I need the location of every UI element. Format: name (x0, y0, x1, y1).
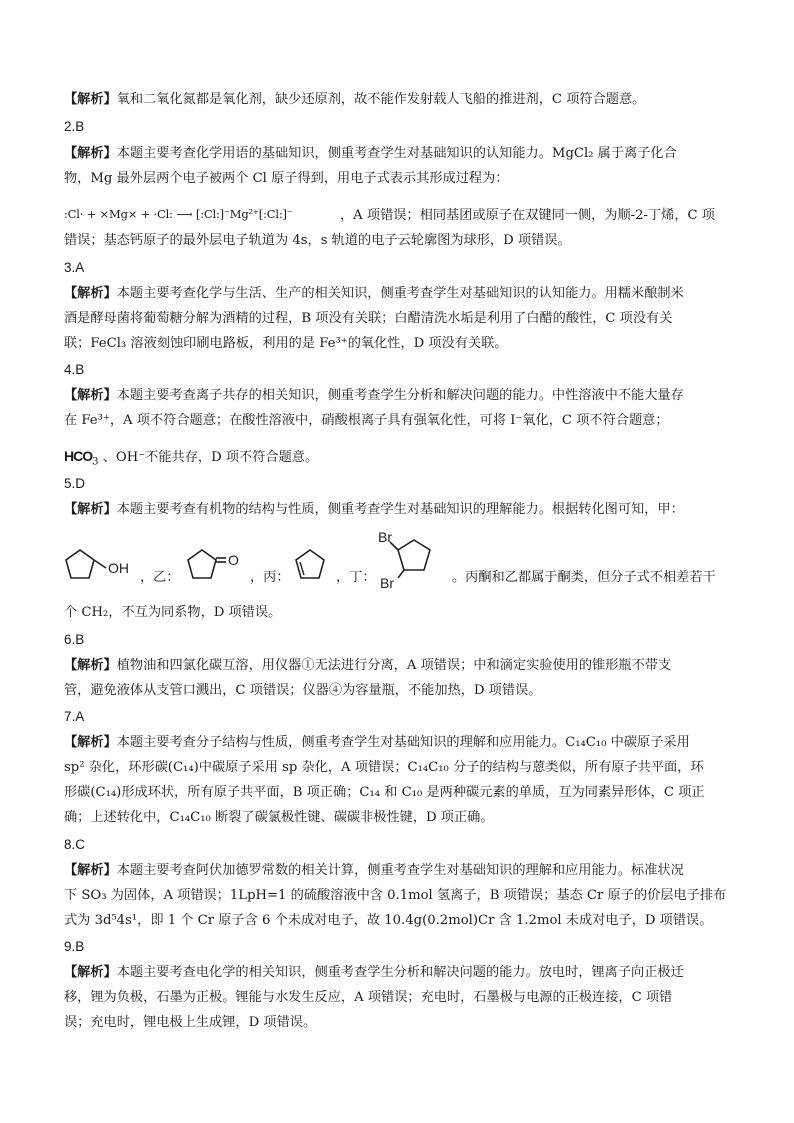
q7-analysis-line4: 确；上述转化中，C₁₄C₁₀ 断裂了碳氯极性键、碳碳非极性键，D 项正确。 (64, 810, 494, 825)
q3-answer: 3.A (64, 260, 85, 275)
q6-answer: 6.B (64, 632, 85, 647)
q2-analysis-line3: ，A 项错误；相同基团或原子在双键同一侧，为顺-2-丁烯，C 项 (340, 208, 715, 223)
q7-analysis-line2: sp² 杂化，环形碳(C₁₄)中碳原子采用 sp 杂化，A 项错误；C₁₄C₁₀ 分子的结构与蒽类似，所有原子共平面，环 (64, 760, 704, 775)
q9-analysis-line1: 【解析】本题主要考查电化学的相关知识，侧重考查学生分析和解决问题的能力。放电时，锂离子向正极迁 (64, 965, 684, 980)
cyclopentanone-structure (184, 546, 254, 586)
q4-answer: 4.B (64, 362, 85, 377)
q5-analysis-line2: 个 CH₂，不互为同系物，D 项错误。 (64, 605, 282, 620)
analysis-tag: 【解析】 (64, 965, 117, 980)
analysis-tag: 【解析】 (64, 863, 117, 878)
electron-formula: :Cl· + ×Mg× + ·Cl: ⟶ [:Cl:]⁻Mg²⁺[:Cl:]⁻ (64, 207, 293, 221)
analysis-tag: 【解析】 (64, 735, 117, 750)
br-label-top: Br (378, 529, 392, 545)
o-label: O (228, 552, 239, 568)
analysis-tag: 【解析】 (64, 388, 117, 403)
analysis-tag: 【解析】 (64, 658, 117, 673)
br-label-bottom: Br (380, 575, 394, 588)
hco3-formula: HCO (64, 448, 93, 464)
q6-analysis-line2: 管，避免液体从支管口溅出，C 项错误；仪器④为容量瓶，不能加热，D 项错误。 (64, 683, 542, 698)
q5-analysis-line1: 【解析】本题主要考查有机物的结构与性质，侧重考查学生对基础知识的理解能力。根据转化图可知，甲： (64, 502, 684, 517)
dibromocyclopentane-structure (376, 528, 442, 588)
q2-analysis-line2: 物，Mg 最外层两个电子被两个 Cl 原子得到，用电子式表示其形成过程为： (64, 171, 509, 186)
label-yi: ，乙： (140, 570, 180, 585)
q2-analysis-line4: 错误；基态钙原子的最外层电子轨道为 4s，s 轨道的电子云轮廓图为球形，D 项错误。 (64, 233, 571, 248)
label-ding: ，丁： (336, 570, 376, 585)
q9-analysis-line3: 误；充电时，锂电极上生成锂，D 项错误。 (64, 1015, 317, 1030)
analysis-tag: 【解析】 (64, 286, 117, 301)
q7-answer: 7.A (64, 709, 85, 724)
analysis-tag: 【解析】 (64, 92, 117, 107)
q3-analysis-line3: 联；FeCl₃ 溶液刻蚀印刷电路板，利用的是 Fe³⁺的氧化性，D 项没有关联。 (64, 336, 508, 351)
q3-analysis-line2: 酒是酵母菌将葡萄糖分解为酒精的过程，B 项没有关联；白醋清洗水垢是利用了白醋的酸性，C 项没有关 (64, 311, 673, 326)
q2-analysis-line1: 【解析】本题主要考查化学用语的基础知识，侧重考查学生对基础知识的认知能力。MgCl₂ 属于离子化合 (64, 146, 677, 161)
q8-analysis-line1: 【解析】本题主要考查阿伏加德罗常数的相关计算，侧重考查学生对基础知识的理解和应用能力。标准状况 (64, 863, 684, 878)
q7-analysis-line3: 形碳(C₁₄)形成环状，所有原子共平面，B 项正确；C₁₄ 和 C₁₀ 是两种碳元素的单质，互为同素异形体，C 项正 (64, 785, 705, 800)
cyclopentene-structure (290, 546, 340, 586)
q8-analysis-line3: 式为 3d⁵4s¹，即 1 个 Cr 原子含 6 个未成对电子，故 10.4g(0.2mol)Cr 含 1.2mol 未成对电子，D 项错误。 (64, 913, 713, 928)
q5-tail: 。丙酮和乙都属于酮类，但分子式不相差若干 (452, 570, 716, 585)
q8-analysis-line2: 下 SO₃ 为固体，A 项错误；1LpH=1 的硫酸溶液中含 0.1mol 氢离子，B 项错误；基态 Cr 原子的价层电子排布 (64, 888, 727, 903)
q4-analysis-line1: 【解析】本题主要考查离子共存的相关知识，侧重考查学生分析和解决问题的能力。中性溶液中不能大量存 (64, 388, 684, 403)
cyclopentanol-structure (62, 546, 142, 586)
q5-answer: 5.D (64, 476, 86, 491)
q2-answer: 2.B (64, 119, 85, 134)
q6-analysis-line1: 【解析】植物油和四氯化碳互溶，用仪器①无法进行分离，A 项错误；中和滴定实验使用的锥形瓶不带支 (64, 658, 672, 673)
analysis-tag: 【解析】 (64, 146, 117, 161)
analysis-tag: 【解析】 (64, 502, 117, 517)
q1-analysis: 【解析】氧和二氧化氮都是氧化剂，缺少还原剂，故不能作发射载人飞船的推进剂，C 项符合题意。 (64, 92, 646, 107)
q4-analysis-line2: 在 Fe³⁺，A 项不符合题意；在酸性溶液中，硝酸根离子具有强氧化性，可将 I⁻氧化，C 项不符合题意； (64, 413, 669, 428)
oh-label: OH (108, 560, 129, 576)
q8-answer: 8.C (64, 837, 86, 852)
q7-analysis-line1: 【解析】本题主要考查分子结构与性质，侧重考查学生对基础知识的理解和应用能力。C₁₄C₁₀ 中碳原子采用 (64, 735, 690, 750)
q9-answer: 9.B (64, 939, 85, 954)
q9-analysis-line2: 移，锂为负极，石墨为正极。锂能与水发生反应，A 项错误；充电时，石墨极与电源的正极连接，C 项错 (64, 990, 673, 1005)
label-bing: ，丙： (250, 570, 290, 585)
q4-analysis-line3: $HCO_3$ 、OH⁻不能共存，D 项不符合题意。 (64, 448, 319, 468)
q3-analysis-line1: 【解析】本题主要考查化学与生活、生产的相关知识，侧重考查学生对基础知识的认知能力。用糯米酿制米 (64, 286, 684, 301)
